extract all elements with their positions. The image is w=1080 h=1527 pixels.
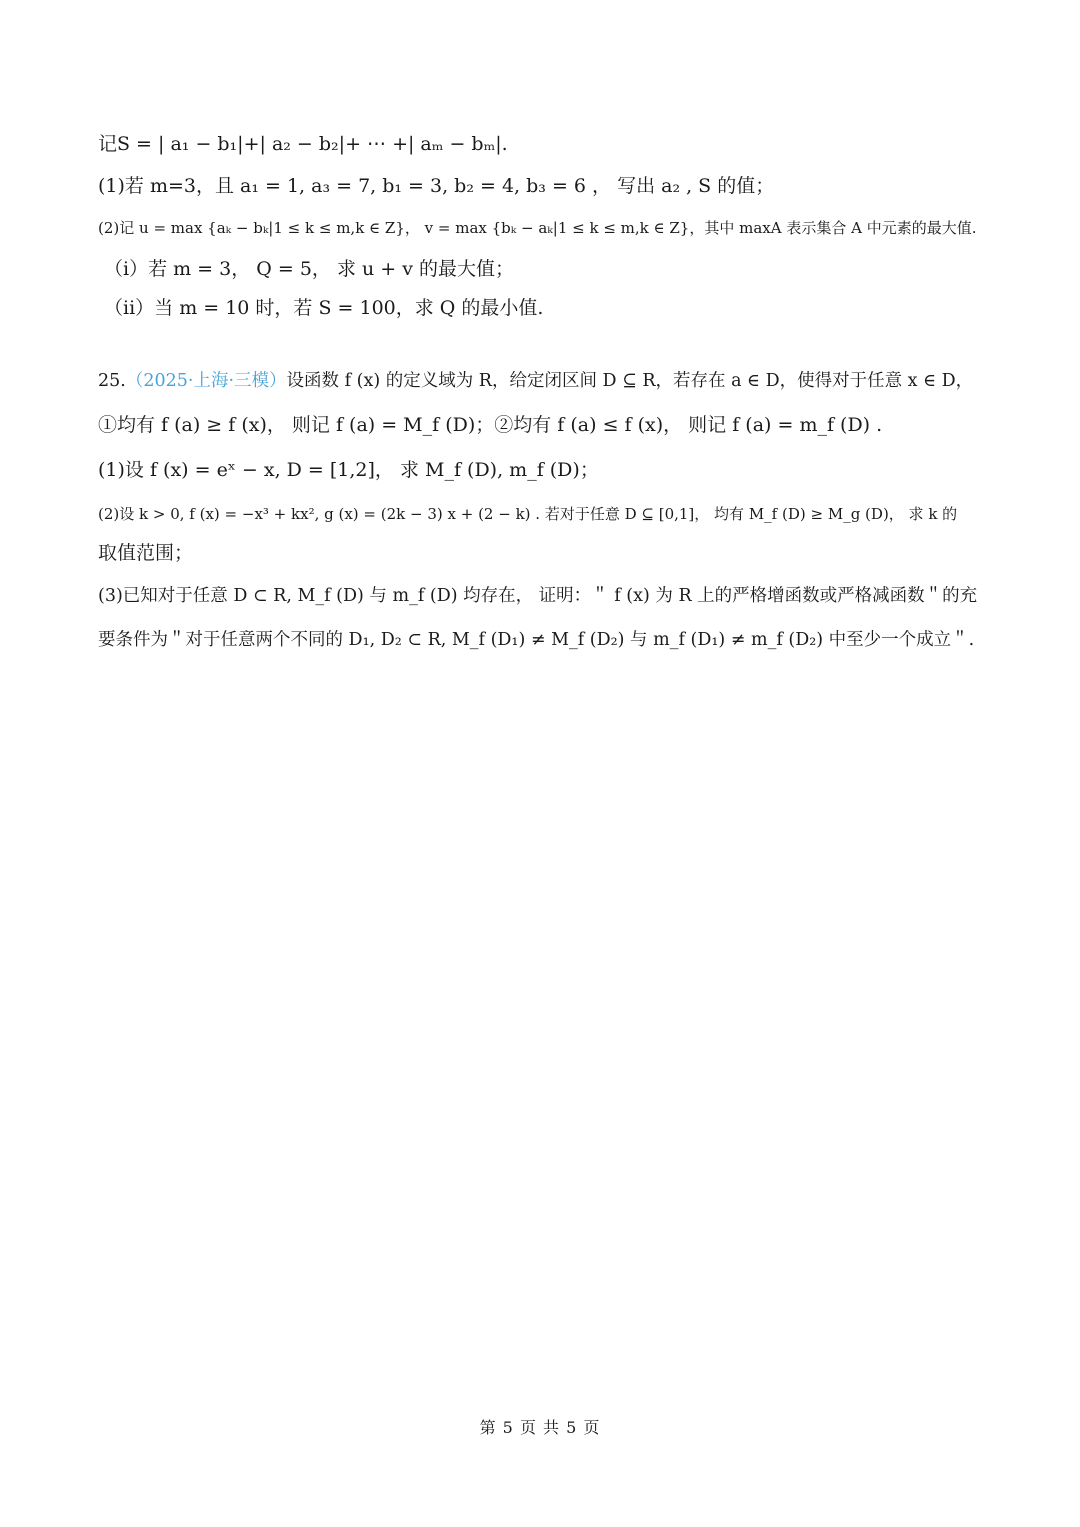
question-source-tag: （2025·上海·三模）	[125, 371, 287, 391]
p25-line-1-text: 设函数 f (x) 的定义域为 R，给定闭区间 D ⊆ R，若存在 a ∈ D，使得对于任意 x ∈ D，	[286, 371, 974, 391]
p25-line-5: 取值范围；	[98, 542, 194, 564]
p24-line-2: (1)若 m=3，且 a₁ = 1, a₃ = 7, b₁ = 3, b₂ = 4, b₃ = 6 ， 写出 a₂ , S 的值；	[98, 175, 775, 197]
p25-line-4: (2)设 k > 0, f (x) = −x³ + kx², g (x) = (2k − 3) x + (2 − k) . 若对于任意 D ⊆ [0,1]， 均有 M_f (D) ≥ M_g (D)， 求 k 的	[98, 505, 958, 523]
p25-line-1	[98, 367, 984, 395]
p24-line-3: (2)记 u = max {aₖ − bₖ|1 ≤ k ≤ m,k ∈ Z}， v = max {bₖ − aₖ|1 ≤ k ≤ m,k ∈ Z}，其中 maxA 表示集合 A 中元素的最大值.	[98, 219, 977, 237]
p24-line-4: （i）若 m = 3， Q = 5， 求 u + v 的最大值；	[104, 258, 515, 280]
question-number: 25.	[98, 371, 126, 391]
p25-line-2: ①均有 f (a) ≥ f (x)， 则记 f (a) = M_f (D)；②均有 f (a) ≤ f (x)， 则记 f (a) = m_f (D) .	[98, 414, 883, 436]
page-footer: 第 5 页 共 5 页	[479, 1418, 601, 1437]
p25-line-7: 要条件为＂对于任意两个不同的 D₁, D₂ ⊂ R, M_f (D₁) ≠ M_f (D₂) 与 m_f (D₁) ≠ m_f (D₂) 中至少一个成立＂.	[98, 630, 975, 650]
p24-line-5: （ii）当 m = 10 时，若 S = 100，求 Q 的最小值.	[104, 297, 544, 319]
p25-line-6: (3)已知对于任意 D ⊂ R, M_f (D) 与 m_f (D) 均存在， 证明：＂ f (x) 为 R 上的严格增函数或严格减函数＂的充	[98, 586, 978, 606]
p24-line-1: 记S = | a₁ − b₁|+| a₂ − b₂|+ ⋯ +| aₘ − bₘ|.	[98, 133, 508, 155]
p25-line-3: (1)设 f (x) = eˣ − x, D = [1,2]， 求 M_f (D), m_f (D)；	[98, 459, 599, 481]
